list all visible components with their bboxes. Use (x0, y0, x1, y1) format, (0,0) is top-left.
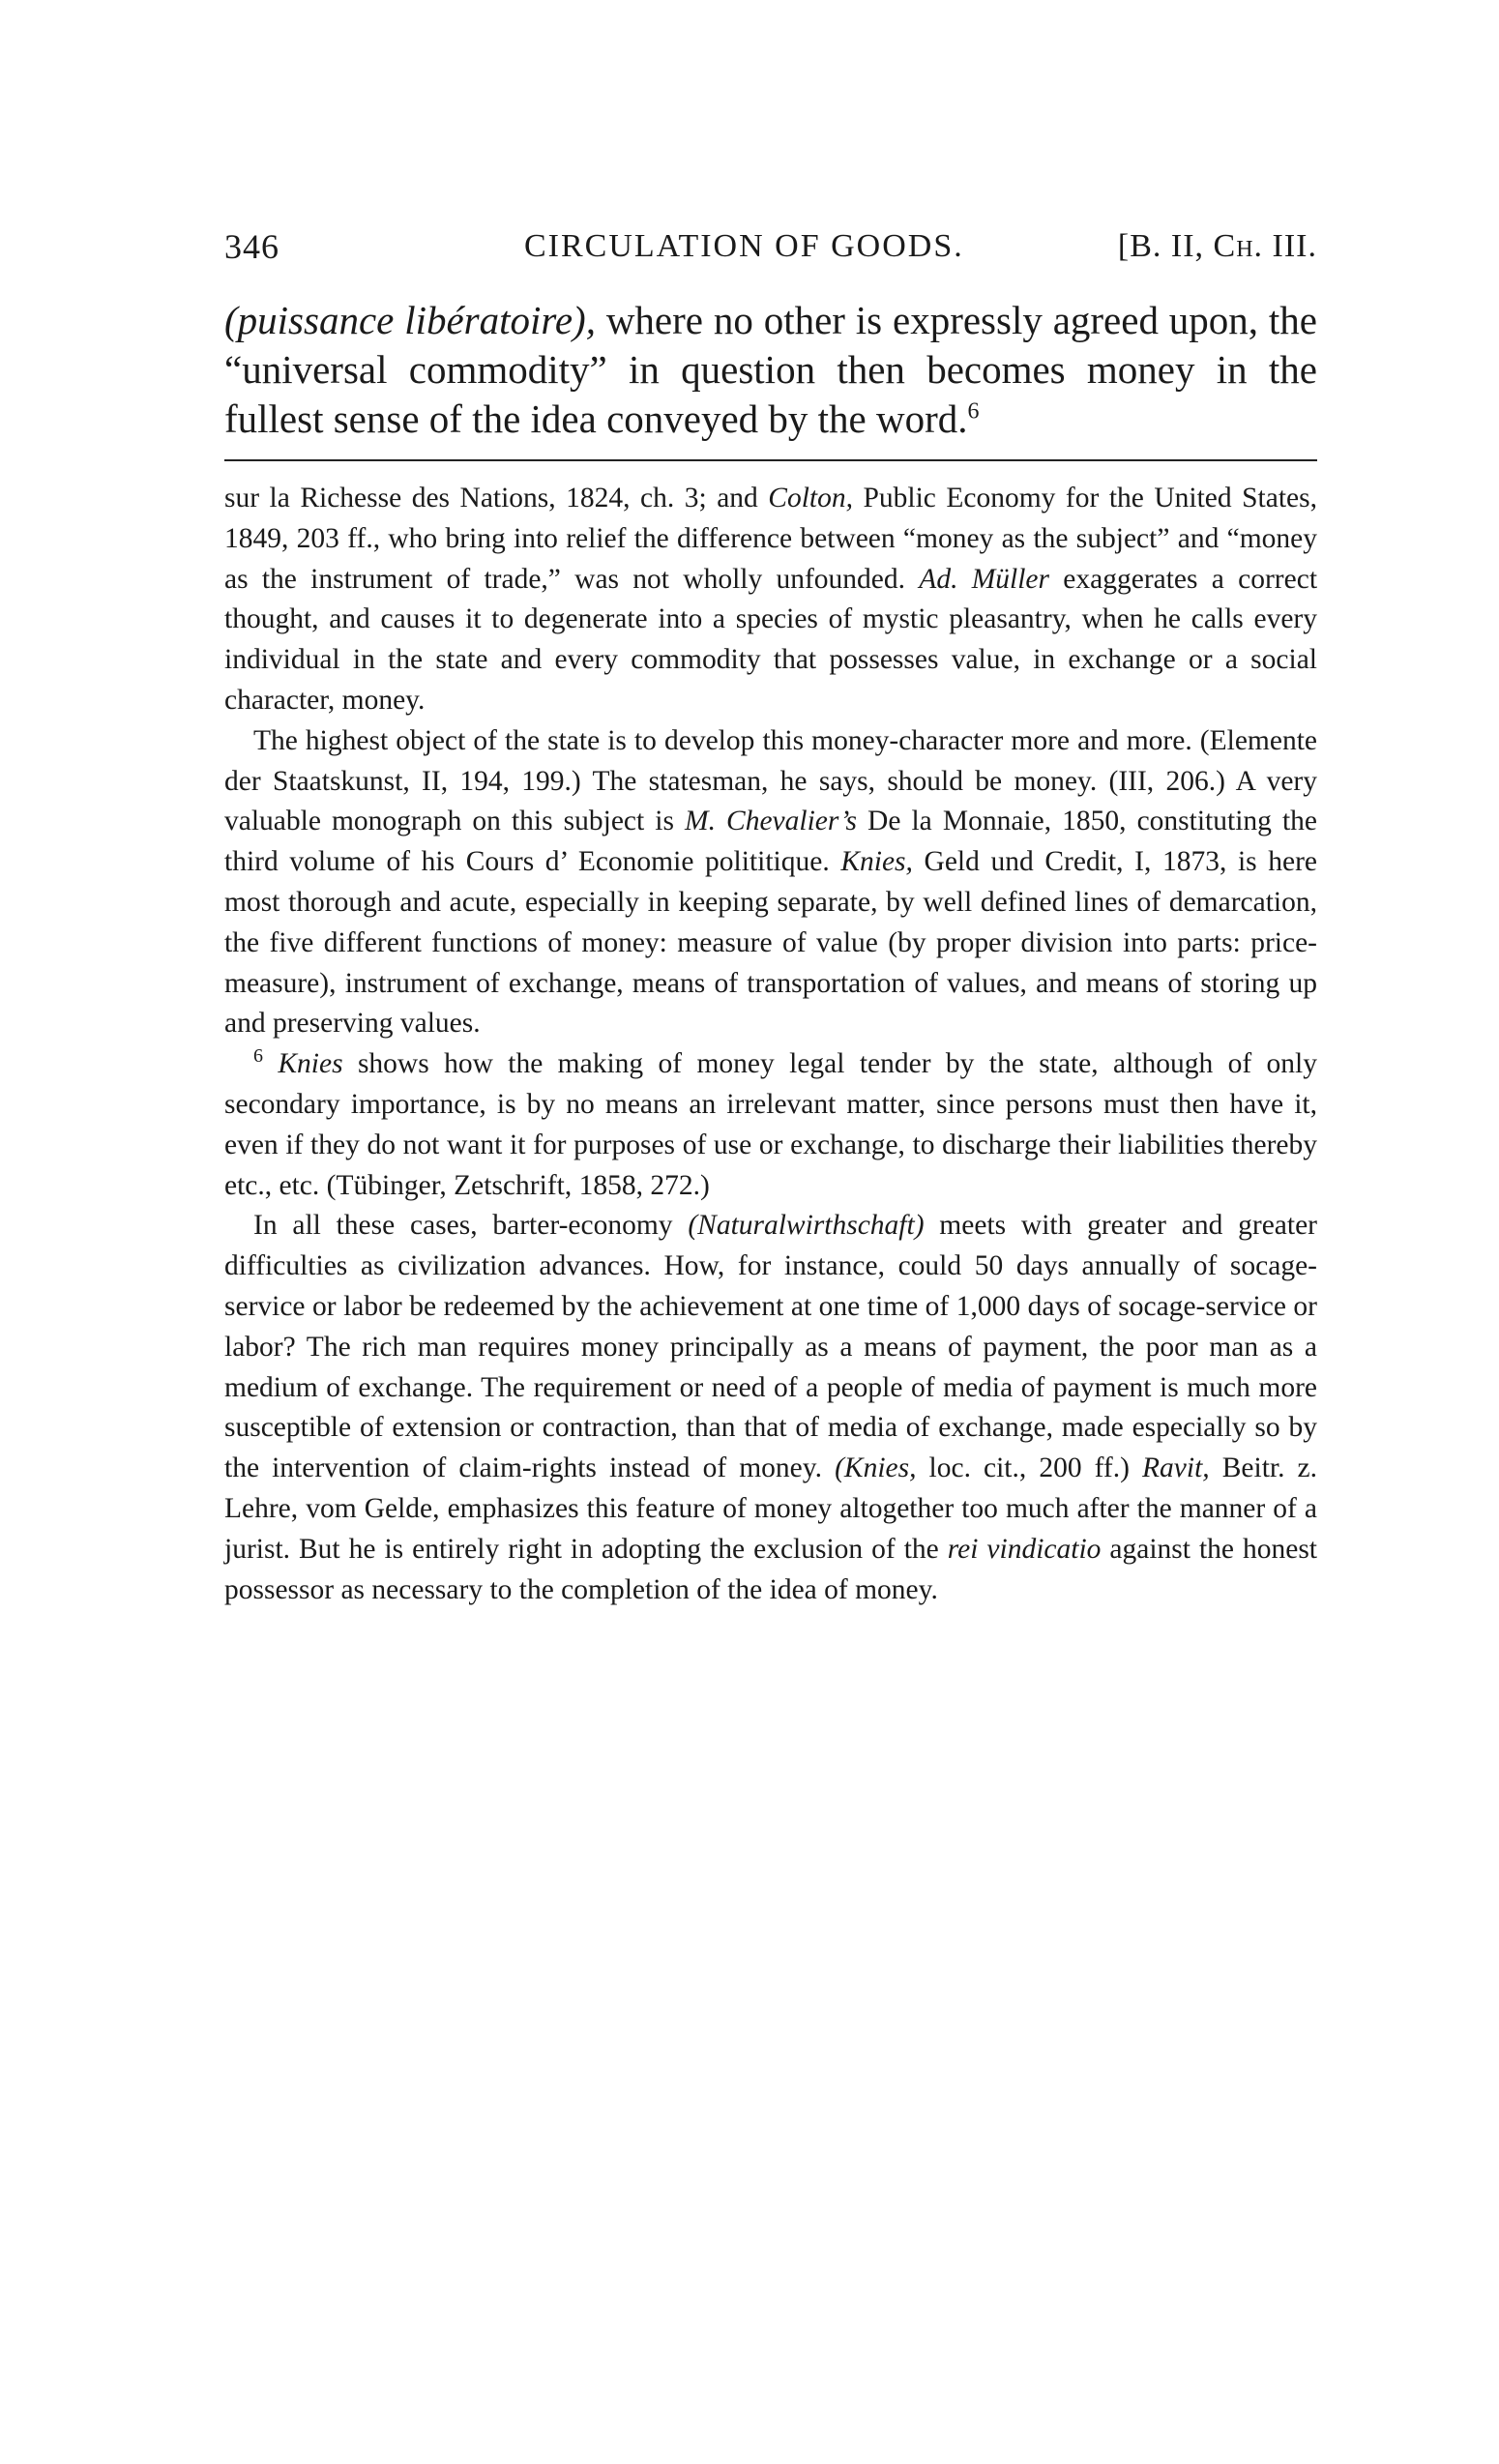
fn2-author-knies: Knies, (840, 846, 913, 878)
fn4-term-naturalwirthschaft: (Naturalwirthschaft) (688, 1210, 925, 1242)
footnote-paragraph-2 (224, 721, 1317, 1044)
page-number: 346 (224, 227, 279, 266)
fn1-author-colton: Colton, (768, 483, 853, 513)
main-paragraph (224, 296, 1317, 444)
footnote-paragraph-3 (224, 1044, 1317, 1206)
fn4-text-a: In all these cases, barter-economy (253, 1210, 689, 1242)
fn1-text-a: sur la Richesse des Nations, 1824, ch. 3; and (224, 483, 769, 513)
running-title: CIRCULATION OF GOODS. (524, 228, 964, 264)
footnote-mark: 6 (253, 1045, 263, 1068)
footnote-paragraph-1 (224, 479, 1317, 721)
fn1-author-muller: Ad. Müller (919, 563, 1050, 595)
footnote-divider (224, 459, 1317, 461)
fn1-text-c: Public Economy for the United States, 1849, 203 ff., who bring into relief the difference between “money as the subject” and “money as the instrument of trade,” was not wholly unfounded. (224, 483, 1317, 595)
fn4-text-g: Beitr. z. Lehre, vom Gelde, emphasizes this feature of money altogether too much after the manner of a jurist. But he is entirely right in adopting the exclusion of the (224, 1452, 1318, 1565)
fn4-text-e: loc. cit., 200 ff.) (916, 1452, 1143, 1484)
main-text-body: where no other is expressly agreed upon, the “universal commodity” in question then becomes money in the fullest sense of the idea conveyed by the word. (224, 298, 1317, 441)
fn2-text-c: De la Monnaie, 1850, constituting the third volume of his Cours d’ Economie polititique. (224, 806, 1317, 878)
fn2-text-e: Geld und Credit, I, 1873, is here most thorough and acute, especially in keeping separate, by well defined lines of demarcation, the five different functions of money: measure of value (by proper division into parts: price-measure), instrument of exchange, means of transportation of values, and means of storing up and preserving values. (224, 846, 1318, 1040)
footnote-reference: 6 (967, 398, 980, 425)
fn4-term-rei-vindicatio: rei vindicatio (947, 1533, 1102, 1565)
fn3-text-b: shows how the making of money legal tender by the state, although of only secondary importance, is by no means an irrelevant matter, since persons must then have it, even if they do not want it for purposes of use or exchange, to discharge their liabilities thereby etc., etc. (Tübinger, Zetschrift, 1858, 272.) (224, 1048, 1317, 1201)
book-page (224, 220, 1317, 1610)
running-head (224, 220, 1317, 279)
footnote-paragraph-4 (224, 1206, 1317, 1610)
footnotes-section (224, 479, 1317, 1610)
main-italic-lead: (puissance libératoire), (224, 298, 596, 342)
fn1-text-e: exaggerates a correct thought, and causes it to degenerate into a species of mystic pleasantry, when he calls every individual in the state and every commodity that possesses value, in exchange or a social character, money. (224, 563, 1318, 716)
fn2-text-a: The highest object of the state is to develop this money-character more and more. (Elemente der Staatskunst, II, 194, 199.) The statesman, he says, should be money. (III, 206.) A very valuable monograph on this subject is (224, 724, 1317, 837)
fn2-author-chevalier: M. Chevalier’s (685, 806, 857, 837)
fn4-author-ravit: Ravit, (1142, 1452, 1210, 1484)
chapter-reference: [B. II, Ch. III. (1117, 228, 1317, 264)
fn4-text-c: meets with greater and greater difficulties as civilization advances. How, for instance, could 50 days annually of socage-service or labor be redeemed by the achievement at one time of 1,000 days of socage-service or labor? The rich man requires money principally as a means of payment, the poor man as a medium of exchange. The requirement or need of a people of media of payment is much more susceptible of extension or contraction, than that of media of exchange, made especially so by the intervention of claim-rights instead of money. (224, 1210, 1317, 1484)
fn4-author-knies: (Knies, (835, 1452, 917, 1484)
fn4-text-i: against the honest possessor as necessary to the completion of the idea of money. (224, 1533, 1317, 1605)
fn3-author-knies: Knies (278, 1048, 343, 1080)
